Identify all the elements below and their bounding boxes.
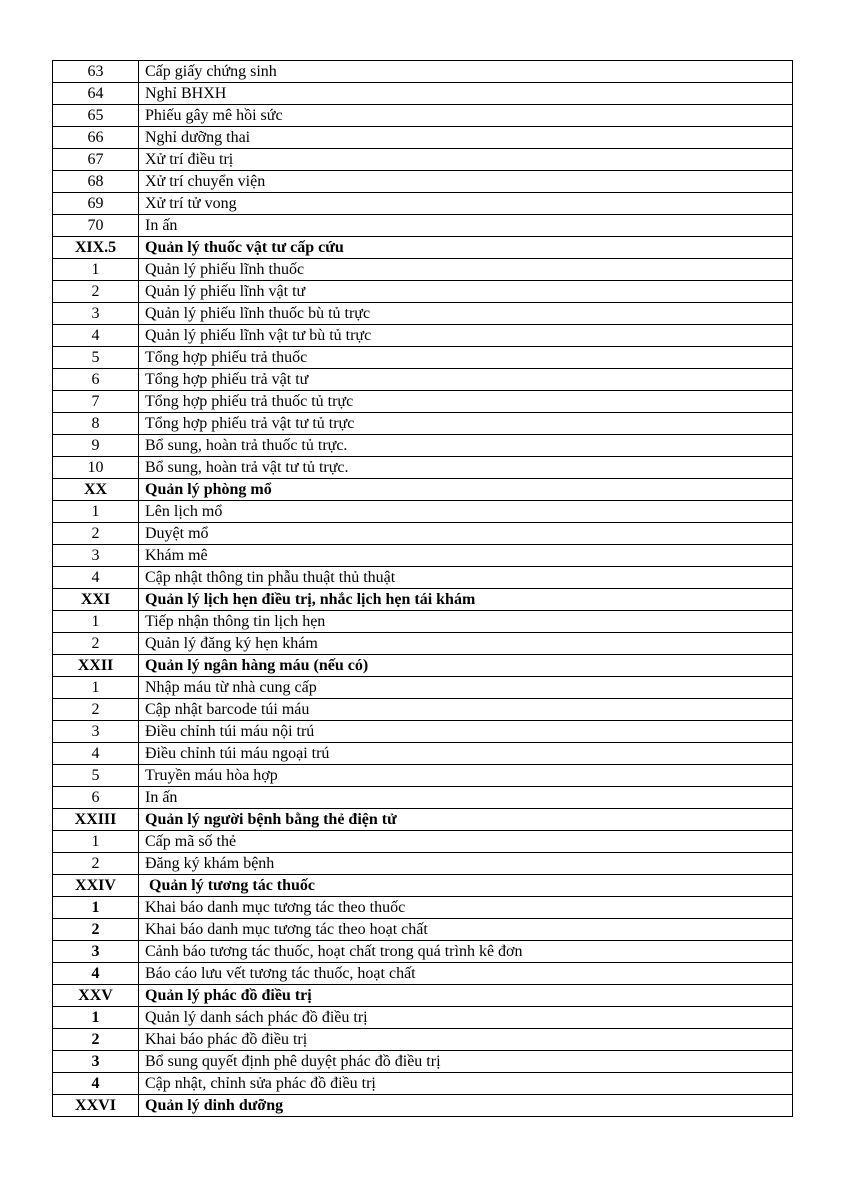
item-number: 2	[53, 853, 139, 875]
item-text: Quản lý danh sách phác đồ điều trị	[139, 1007, 793, 1029]
item-number: 2	[53, 1029, 139, 1051]
item-text: Bổ sung, hoàn trả vật tư tủ trực.	[139, 457, 793, 479]
item-number: 4	[53, 567, 139, 589]
item-number: 4	[53, 963, 139, 985]
item-number: 6	[53, 369, 139, 391]
table-row	[53, 1073, 793, 1095]
table-row	[53, 831, 793, 853]
table-row	[53, 897, 793, 919]
item-number: 8	[53, 413, 139, 435]
section-row	[53, 809, 793, 831]
table-row	[53, 523, 793, 545]
item-text: Cập nhật barcode túi máu	[139, 699, 793, 721]
table-row	[53, 501, 793, 523]
item-text: In ấn	[139, 787, 793, 809]
section-row	[53, 875, 793, 897]
item-number: 1	[53, 611, 139, 633]
table-row	[53, 699, 793, 721]
item-number: 1	[53, 259, 139, 281]
table-row	[53, 83, 793, 105]
item-number: 1	[53, 897, 139, 919]
item-number: 1	[53, 677, 139, 699]
item-text: Khai báo danh mục tương tác theo thuốc	[139, 897, 793, 919]
table-row	[53, 215, 793, 237]
section-row	[53, 655, 793, 677]
item-text: Xử trí tử vong	[139, 193, 793, 215]
item-number: 4	[53, 1073, 139, 1095]
table-row	[53, 963, 793, 985]
item-number: 3	[53, 721, 139, 743]
item-number: 67	[53, 149, 139, 171]
section-title: Quản lý tương tác thuốc	[139, 875, 793, 897]
item-text: Bổ sung, hoàn trả thuốc tủ trực.	[139, 435, 793, 457]
section-number: XXV	[53, 985, 139, 1007]
table-row	[53, 677, 793, 699]
item-text: Xử trí điều trị	[139, 149, 793, 171]
item-text: Lên lịch mổ	[139, 501, 793, 523]
section-title: Quản lý lịch hẹn điều trị, nhắc lịch hẹn tái khám	[139, 589, 793, 611]
table-row	[53, 545, 793, 567]
item-text: Quản lý đăng ký hẹn khám	[139, 633, 793, 655]
item-text: Tổng hợp phiếu trả thuốc	[139, 347, 793, 369]
function-list-table	[52, 60, 793, 1117]
section-number: XXIII	[53, 809, 139, 831]
section-number: XIX.5	[53, 237, 139, 259]
table-row	[53, 303, 793, 325]
table-row	[53, 1051, 793, 1073]
item-text: Duyệt mổ	[139, 523, 793, 545]
item-number: 3	[53, 545, 139, 567]
item-number: 1	[53, 1007, 139, 1029]
item-text: Cập nhật thông tin phẫu thuật thủ thuật	[139, 567, 793, 589]
table-row	[53, 787, 793, 809]
table-row	[53, 149, 793, 171]
item-text: Điều chỉnh túi máu nội trú	[139, 721, 793, 743]
table-row	[53, 391, 793, 413]
item-text: Khám mê	[139, 545, 793, 567]
item-text: Quản lý phiếu lĩnh thuốc	[139, 259, 793, 281]
item-number: 3	[53, 303, 139, 325]
item-text: Điều chỉnh túi máu ngoại trú	[139, 743, 793, 765]
item-number: 5	[53, 347, 139, 369]
table-body	[53, 61, 793, 1117]
item-text: Quản lý phiếu lĩnh vật tư	[139, 281, 793, 303]
section-number: XXI	[53, 589, 139, 611]
table-row	[53, 457, 793, 479]
section-number: XXVI	[53, 1095, 139, 1117]
table-row	[53, 369, 793, 391]
table-row	[53, 853, 793, 875]
table-row	[53, 281, 793, 303]
item-number: 2	[53, 633, 139, 655]
table-row	[53, 743, 793, 765]
item-number: 70	[53, 215, 139, 237]
item-text: Đăng ký khám bệnh	[139, 853, 793, 875]
item-number: 10	[53, 457, 139, 479]
table-row	[53, 1007, 793, 1029]
item-text: Bổ sung quyết định phê duyệt phác đồ điều trị	[139, 1051, 793, 1073]
table-row	[53, 105, 793, 127]
table-row	[53, 435, 793, 457]
section-title: Quản lý thuốc vật tư cấp cứu	[139, 237, 793, 259]
section-number: XXII	[53, 655, 139, 677]
table-row	[53, 171, 793, 193]
section-row	[53, 985, 793, 1007]
item-number: 7	[53, 391, 139, 413]
item-number: 68	[53, 171, 139, 193]
table-row	[53, 325, 793, 347]
item-number: 3	[53, 1051, 139, 1073]
table-row	[53, 633, 793, 655]
item-number: 2	[53, 699, 139, 721]
table-row	[53, 721, 793, 743]
table-row	[53, 61, 793, 83]
item-number: 6	[53, 787, 139, 809]
item-text: Tổng hợp phiếu trả vật tư tủ trực	[139, 413, 793, 435]
table-row	[53, 567, 793, 589]
item-number: 2	[53, 281, 139, 303]
section-number: XX	[53, 479, 139, 501]
table-row	[53, 941, 793, 963]
item-text: Quản lý phiếu lĩnh thuốc bù tủ trực	[139, 303, 793, 325]
item-text: Tổng hợp phiếu trả vật tư	[139, 369, 793, 391]
item-text: Xử trí chuyển viện	[139, 171, 793, 193]
table-row	[53, 127, 793, 149]
section-row	[53, 237, 793, 259]
table-row	[53, 413, 793, 435]
section-title: Quản lý ngân hàng máu (nếu có)	[139, 655, 793, 677]
item-text: Truyền máu hòa hợp	[139, 765, 793, 787]
item-text: Nghỉ dưỡng thai	[139, 127, 793, 149]
item-number: 69	[53, 193, 139, 215]
item-number: 2	[53, 523, 139, 545]
item-text: Nghỉ BHXH	[139, 83, 793, 105]
item-text: Cập nhật, chỉnh sửa phác đồ điều trị	[139, 1073, 793, 1095]
table-row	[53, 765, 793, 787]
item-text: Cảnh báo tương tác thuốc, hoạt chất trong quá trình kê đơn	[139, 941, 793, 963]
item-number: 63	[53, 61, 139, 83]
section-title: Quản lý dinh dưỡng	[139, 1095, 793, 1117]
section-title: Quản lý phác đồ điều trị	[139, 985, 793, 1007]
section-row	[53, 589, 793, 611]
item-number: 4	[53, 743, 139, 765]
item-number: 3	[53, 941, 139, 963]
item-number: 9	[53, 435, 139, 457]
section-title: Quản lý phòng mổ	[139, 479, 793, 501]
table-row	[53, 347, 793, 369]
item-text: Cấp giấy chứng sinh	[139, 61, 793, 83]
section-title: Quản lý người bệnh bằng thẻ điện tử	[139, 809, 793, 831]
section-row	[53, 1095, 793, 1117]
item-number: 65	[53, 105, 139, 127]
section-number: XXIV	[53, 875, 139, 897]
item-number: 5	[53, 765, 139, 787]
item-text: Phiếu gây mê hồi sức	[139, 105, 793, 127]
item-number: 66	[53, 127, 139, 149]
table-row	[53, 611, 793, 633]
item-number: 1	[53, 501, 139, 523]
item-text: Quản lý phiếu lĩnh vật tư bù tủ trực	[139, 325, 793, 347]
item-number: 1	[53, 831, 139, 853]
item-text: Nhập máu từ nhà cung cấp	[139, 677, 793, 699]
table-row	[53, 919, 793, 941]
table-row	[53, 1029, 793, 1051]
item-text: Khai báo phác đồ điều trị	[139, 1029, 793, 1051]
item-text: Cấp mã số thẻ	[139, 831, 793, 853]
item-number: 2	[53, 919, 139, 941]
item-number: 64	[53, 83, 139, 105]
item-text: Khai báo danh mục tương tác theo hoạt chất	[139, 919, 793, 941]
table-row	[53, 193, 793, 215]
item-number: 4	[53, 325, 139, 347]
item-text: Tiếp nhận thông tin lịch hẹn	[139, 611, 793, 633]
section-row	[53, 479, 793, 501]
item-text: Tổng hợp phiếu trả thuốc tủ trực	[139, 391, 793, 413]
document-page	[52, 60, 792, 1117]
item-text: Báo cáo lưu vết tương tác thuốc, hoạt chất	[139, 963, 793, 985]
table-row	[53, 259, 793, 281]
item-text: In ấn	[139, 215, 793, 237]
